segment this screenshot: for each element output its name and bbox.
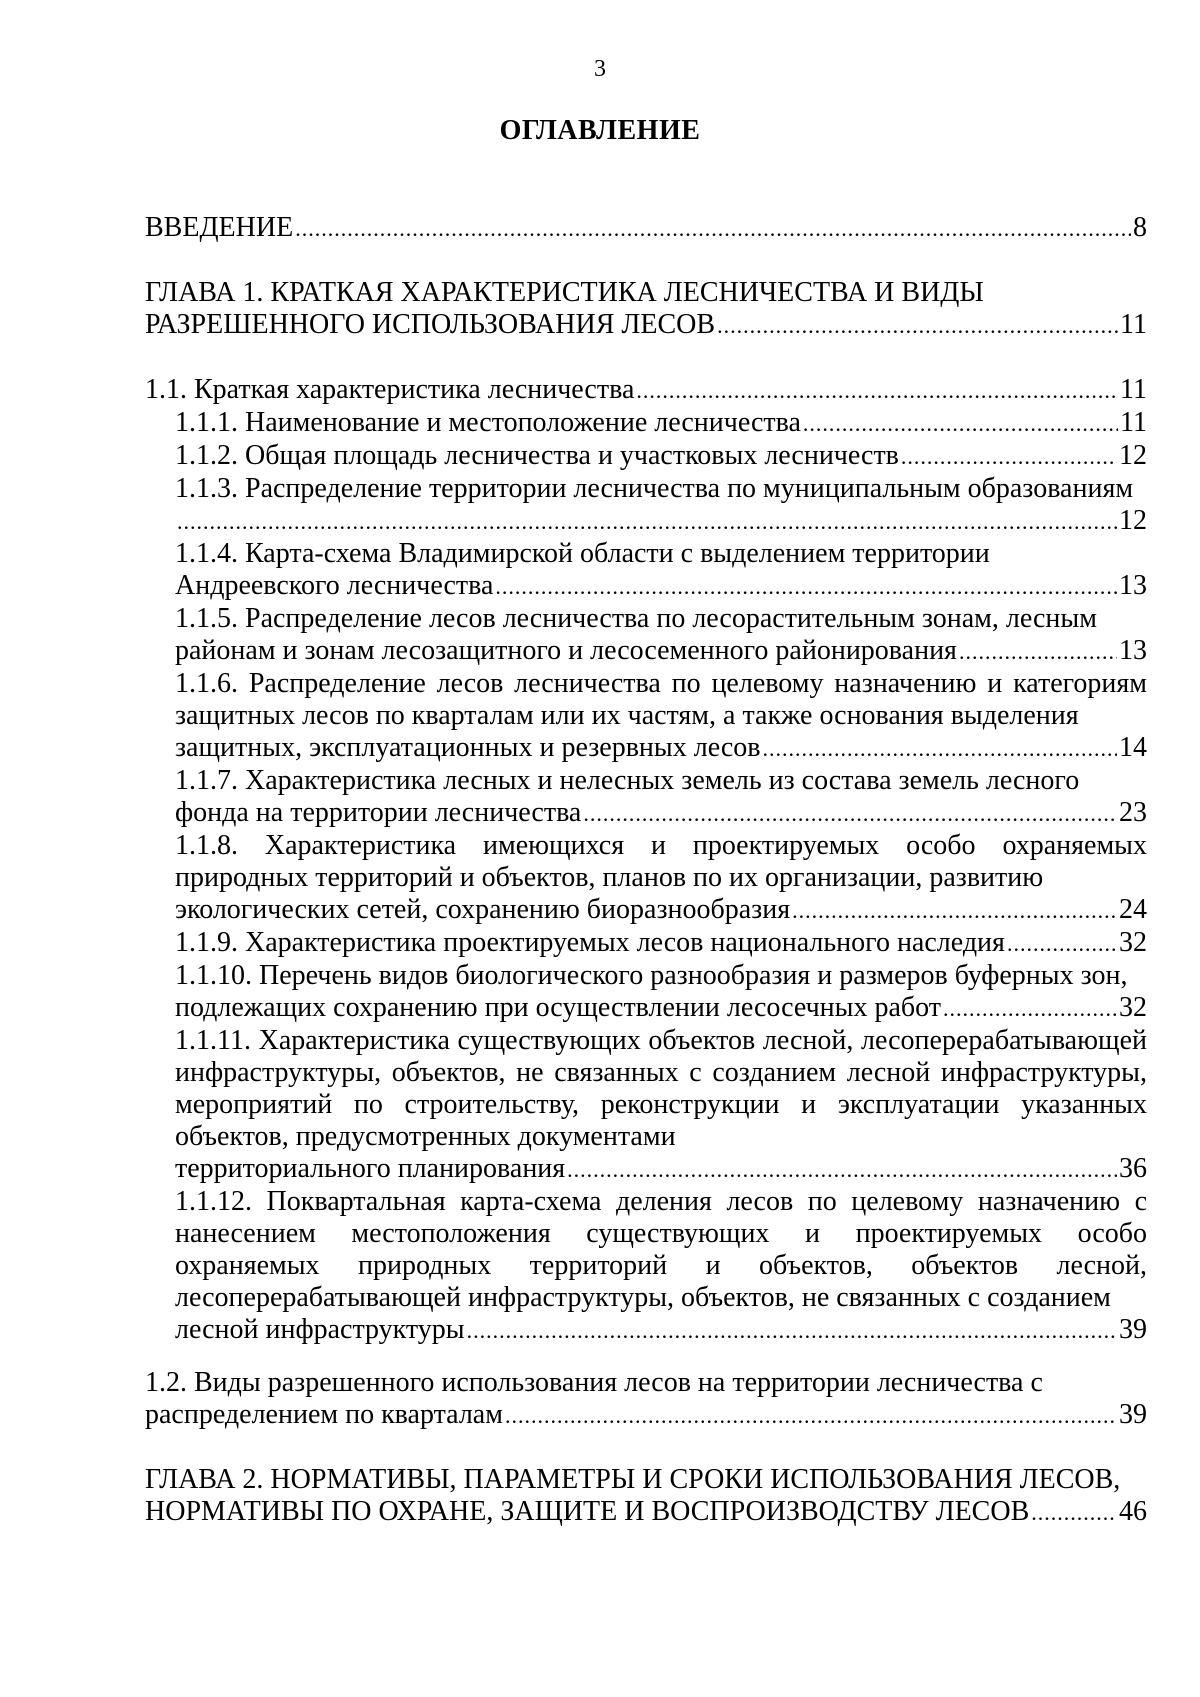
dot-leader — [1031, 1497, 1117, 1529]
dot-leader — [803, 408, 1118, 440]
toc-entry-title-end: районам и зонам лесозащитного и лесосеменного районирования — [175, 635, 957, 666]
toc-entry-title: 1.1.1. Наименование и местоположение лесничества — [175, 407, 801, 438]
toc-entry-title-end: защитных, эксплуатационных и резервных лесов — [175, 732, 761, 763]
toc-entry-page: 14 — [1119, 732, 1147, 763]
toc-entry-title-end: территориального планирования — [175, 1153, 566, 1184]
dot-leader — [583, 798, 1117, 830]
toc-entry-section-1-1-5[interactable] — [145, 603, 1147, 668]
toc-entry-section-1-1[interactable] — [145, 374, 1147, 407]
dot-leader — [762, 733, 1117, 765]
dot-leader — [901, 441, 1117, 473]
toc-entry-title-end: экологических сетей, сохранению биоразнообразия — [175, 894, 791, 925]
toc-entry-section-1-1-6[interactable] — [145, 668, 1147, 765]
toc-entry-title: 1.1.8. Характеристика имеющихся и проектируемых особо охраняемых природных территорий и объектов, планов по их организации, развитию — [175, 830, 1147, 893]
toc-entry-title-end: НОРМАТИВЫ ПО ОХРАНЕ, ЗАЩИТЕ И ВОСПРОИЗВОДСТВУ ЛЕСОВ — [145, 1496, 1030, 1527]
toc-entry-page: 12 — [1119, 505, 1147, 536]
toc-entry-title: 1.1.5. Распределение лесов лесничества по лесорастительным зонам, лесным — [175, 603, 1097, 634]
toc-entry-title-end: РАЗРЕШЕННОГО ИСПОЛЬЗОВАНИЯ ЛЕСОВ — [145, 309, 716, 340]
dot-leader — [717, 310, 1118, 342]
toc-entry-section-1-1-10[interactable] — [145, 960, 1147, 1025]
toc-entry-section-1-1-4[interactable] — [145, 538, 1147, 603]
toc-entry-page: 39 — [1119, 1399, 1147, 1430]
dot-leader — [959, 636, 1117, 668]
toc-entry-section-1-1-9[interactable] — [145, 927, 1147, 960]
toc-entry-section-1-1-1[interactable] — [145, 407, 1147, 440]
toc-entry-title: ГЛАВА 2. НОРМАТИВЫ, ПАРАМЕТРЫ И СРОКИ ИСПОЛЬЗОВАНИЯ ЛЕСОВ, — [145, 1464, 1121, 1495]
dot-leader — [943, 993, 1117, 1025]
toc-entry-page: 46 — [1119, 1496, 1147, 1527]
toc-entry-page: 12 — [1119, 440, 1147, 471]
dot-leader — [495, 571, 1117, 603]
toc-entry-title: ГЛАВА 1. КРАТКАЯ ХАРАКТЕРИСТИКА ЛЕСНИЧЕСТВА И ВИДЫ — [145, 277, 984, 308]
toc-entry-title: 1.1.6. Распределение лесов лесничества по целевому назначению и категориям защитных лесов по кварталам или их частям, а также основания выделения — [175, 668, 1147, 731]
toc-entry-page: 13 — [1119, 635, 1147, 666]
toc-entry-page: 36 — [1119, 1153, 1147, 1184]
toc-entry-page: 24 — [1119, 894, 1147, 925]
toc-entry-section-1-1-11[interactable] — [145, 1025, 1147, 1186]
toc-entry-title: 1.1.9. Характеристика проектируемых лесов национального наследия — [175, 927, 1005, 958]
toc-entry-section-1-2[interactable] — [145, 1367, 1147, 1432]
toc-entry-introduction[interactable] — [145, 212, 1147, 245]
toc-entry-section-1-1-2[interactable] — [145, 440, 1147, 473]
toc-entry-title: 1.1.7. Характеристика лесных и нелесных земель из состава земель лесного — [175, 765, 1080, 796]
toc-entry-title-end: Андреевского лесничества — [175, 570, 494, 601]
toc-entry-page: 32 — [1119, 992, 1147, 1023]
toc-entry-page: 32 — [1119, 927, 1147, 958]
toc-entry-title-end: фонда на территории лесничества — [175, 797, 582, 828]
toc-entry-title-end: лесной инфраструктуры — [175, 1314, 465, 1345]
toc-entry-title: 1.1.2. Общая площадь лесничества и участковых лесничеств — [175, 440, 899, 471]
toc-entry-title: 1.1.4. Карта-схема Владимирской области с выделением территории — [175, 538, 990, 569]
toc-entry-title: 1.1.12. Поквартальная карта-схема деления лесов по целевому назначению с нанесением местоположения существующих и проектируемых особо охраняемых природных территорий и объектов, объектов лесной, лесоперерабатывающей инфраструктуры, объектов, не связанных с созданием — [175, 1186, 1147, 1313]
toc-entry-page: 11 — [1120, 407, 1147, 438]
toc-entry-title-end: подлежащих сохранению при осуществлении лесосечных работ — [175, 992, 942, 1023]
dot-leader — [792, 895, 1117, 927]
table-of-contents — [145, 212, 1147, 1529]
toc-entry-title-end: распределением по кварталам — [145, 1399, 503, 1430]
dot-leader — [505, 1400, 1117, 1432]
toc-entry-page: 39 — [1119, 1314, 1147, 1345]
toc-title: ОГЛАВЛЕНИЕ — [499, 115, 701, 146]
toc-entry-chapter-1[interactable] — [145, 277, 1147, 342]
toc-entry-chapter-2[interactable] — [145, 1464, 1147, 1529]
toc-entry-section-1-1-3[interactable] — [145, 473, 1147, 538]
toc-entry-page: 13 — [1119, 570, 1147, 601]
toc-entry-title: 1.1.11. Характеристика существующих объектов лесной, лесоперерабатывающей инфраструктуры, объектов, не связанных с созданием лесной инфраструктуры, мероприятий по строительству, реконструкции и эксплуатации указанных объектов, предусмотренных документами — [175, 1025, 1147, 1152]
dot-leader — [295, 213, 1131, 245]
toc-entry-page: 23 — [1119, 797, 1147, 828]
toc-entry-title: 1.1. Краткая характеристика лесничества — [145, 374, 635, 405]
toc-entry-title: 1.1.10. Перечень видов биологического разнообразия и размеров буферных зон, — [175, 960, 1128, 991]
toc-entry-section-1-1-8[interactable] — [145, 830, 1147, 927]
toc-entry-page: 8 — [1133, 212, 1147, 243]
dot-leader — [636, 375, 1118, 407]
toc-entry-page: 11 — [1120, 374, 1147, 405]
toc-entry-section-1-1-12[interactable] — [145, 1186, 1147, 1347]
toc-entry-page: 11 — [1120, 309, 1147, 340]
dot-leader — [467, 1315, 1117, 1347]
dot-leader — [1007, 928, 1117, 960]
toc-entry-section-1-1-7[interactable] — [145, 765, 1147, 830]
toc-entry-title: 1.1.3. Распределение территории лесничества по муниципальным образованиям — [175, 473, 1134, 504]
page-number: 3 — [594, 56, 606, 82]
toc-entry-title: ВВЕДЕНИЕ — [145, 212, 294, 243]
dot-leader — [177, 506, 1117, 538]
dot-leader — [567, 1154, 1117, 1186]
toc-entry-title: 1.2. Виды разрешенного использования лесов на территории лесничества с — [145, 1367, 1043, 1398]
